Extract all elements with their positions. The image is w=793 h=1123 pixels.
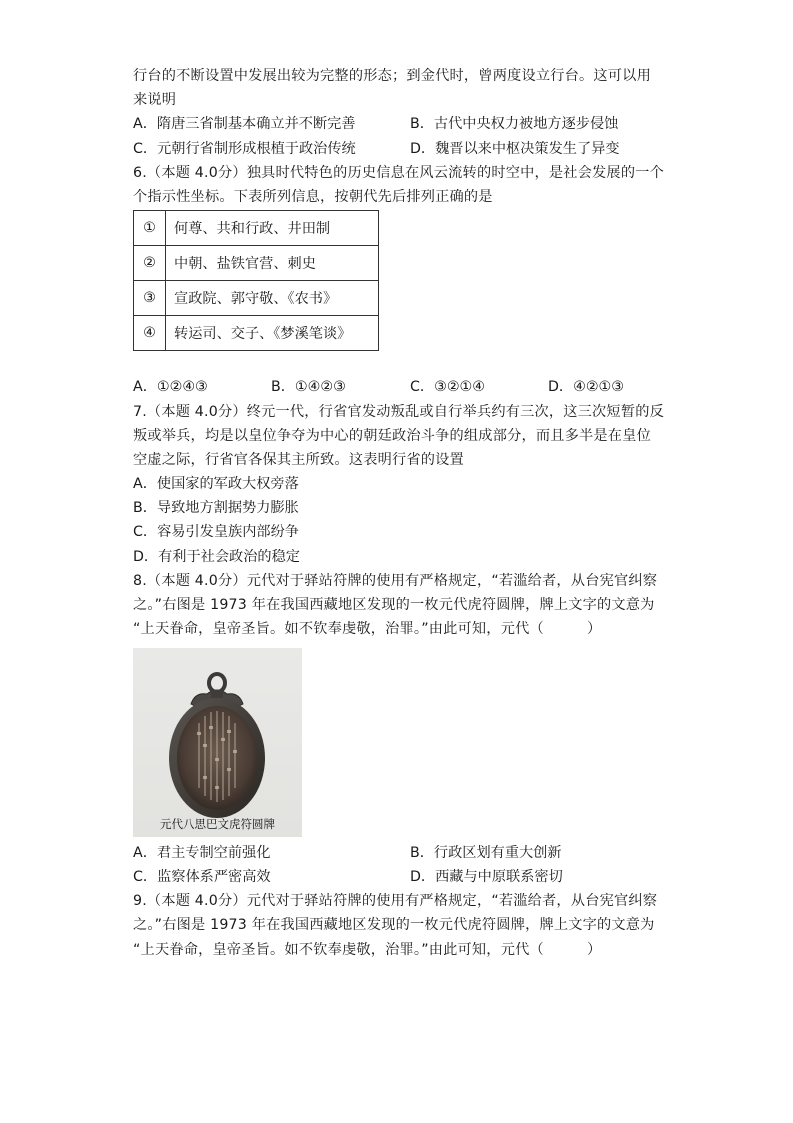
q6-info-table bbox=[133, 210, 379, 351]
q7-option-c: C．容易引发皇族内部纷争 bbox=[133, 524, 299, 540]
q5-option-c: C．元朝行省制形成根植于政治传统 bbox=[133, 141, 356, 157]
table-row bbox=[134, 281, 379, 316]
q5-stem-line2: 来说明 bbox=[133, 92, 177, 108]
table-row bbox=[134, 316, 379, 351]
q8-option-a: A．君主专制空前强化 bbox=[133, 845, 271, 861]
q9-stem-line3: “上天眷命，皇帝圣旨。如不钦奉虔敬，治罪。”由此可知，元代（ ） bbox=[133, 942, 602, 958]
table-row bbox=[134, 211, 379, 246]
row-number: ① bbox=[134, 211, 166, 246]
table-row bbox=[134, 246, 379, 281]
q5-option-b: B．古代中央权力被地方逐步侵蚀 bbox=[410, 116, 619, 132]
q8-option-d: D．西藏与中原联系密切 bbox=[410, 869, 563, 885]
q7-option-d: D．有利于社会政治的稳定 bbox=[133, 549, 300, 565]
q8-stem-line1: 8.（本题 4.0分）元代对于驿站符牌的使用有严格规定，“若滥给者，从台宪官纠察 bbox=[133, 573, 658, 589]
q8-stem-line2: 之。”右图是 1973 年在我国西藏地区发现的一枚元代虎符圆牌，牌上文字的文意为 bbox=[133, 597, 655, 613]
q7-option-a: A．使国家的军政大权旁落 bbox=[133, 476, 299, 492]
row-text: 宣政院、郭守敬、《农书》 bbox=[166, 281, 379, 316]
q6-option-b: B．①④②③ bbox=[271, 379, 346, 395]
tiger-tally-plaque-image bbox=[133, 648, 302, 837]
q9-stem-line2: 之。”右图是 1973 年在我国西藏地区发现的一枚元代虎符圆牌，牌上文字的文意为 bbox=[133, 917, 655, 933]
q5-option-d: D．魏晋以来中枢决策发生了异变 bbox=[410, 141, 620, 157]
row-text: 何尊、共和行政、井田制 bbox=[166, 211, 379, 246]
row-text: 中朝、盐铁官营、刺史 bbox=[166, 246, 379, 281]
row-number: ③ bbox=[134, 281, 166, 316]
q5-stem-line1: 行台的不断设置中发展出较为完整的形态；到金代时，曾两度设立行台。这可以用 bbox=[133, 68, 651, 84]
q7-stem-line2: 叛或举兵，均是以皇位争夺为中心的朝廷政治斗争的组成部分，而且多半是在皇位 bbox=[133, 428, 651, 444]
q6-stem-line1: 6.（本题 4.0分）独具时代特色的历史信息在风云流转的时空中，是社会发展的一个 bbox=[133, 165, 664, 181]
q8-option-b: B．行政区划有重大创新 bbox=[410, 845, 562, 861]
tiger-tally-plaque-photo bbox=[133, 648, 302, 837]
row-number: ② bbox=[134, 246, 166, 281]
q6-option-a: A．①②④③ bbox=[133, 379, 208, 395]
q8-option-c: C．监察体系严密高效 bbox=[133, 869, 271, 885]
q9-stem-line1: 9.（本题 4.0分）元代对于驿站符牌的使用有严格规定，“若滥给者，从台宪官纠察 bbox=[133, 893, 658, 909]
q6-option-c: C．③②①④ bbox=[410, 379, 485, 395]
q8-stem-line3: “上天眷命，皇帝圣旨。如不钦奉虔敬，治罪。”由此可知，元代（ ） bbox=[133, 621, 602, 637]
q7-option-b: B．导致地方割据势力膨胀 bbox=[133, 500, 299, 516]
q7-stem-line3: 空虚之际，行省官各保其主所致。这表明行省的设置 bbox=[133, 452, 464, 468]
row-text: 转运司、交子、《梦溪笔谈》 bbox=[166, 316, 379, 351]
q5-option-a: A．隋唐三省制基本确立并不断完善 bbox=[133, 116, 356, 132]
q7-stem-line1: 7.（本题 4.0分）终元一代，行省官发动叛乱或自行举兵约有三次，这三次短暂的反 bbox=[133, 404, 664, 420]
q6-option-d: D．④②①③ bbox=[548, 379, 624, 395]
row-number: ④ bbox=[134, 316, 166, 351]
photo-caption: 元代八思巴文虎符圆牌 bbox=[160, 817, 275, 831]
q6-stem-line2: 个指示性坐标。下表所列信息，按朝代先后排列正确的是 bbox=[133, 189, 493, 205]
